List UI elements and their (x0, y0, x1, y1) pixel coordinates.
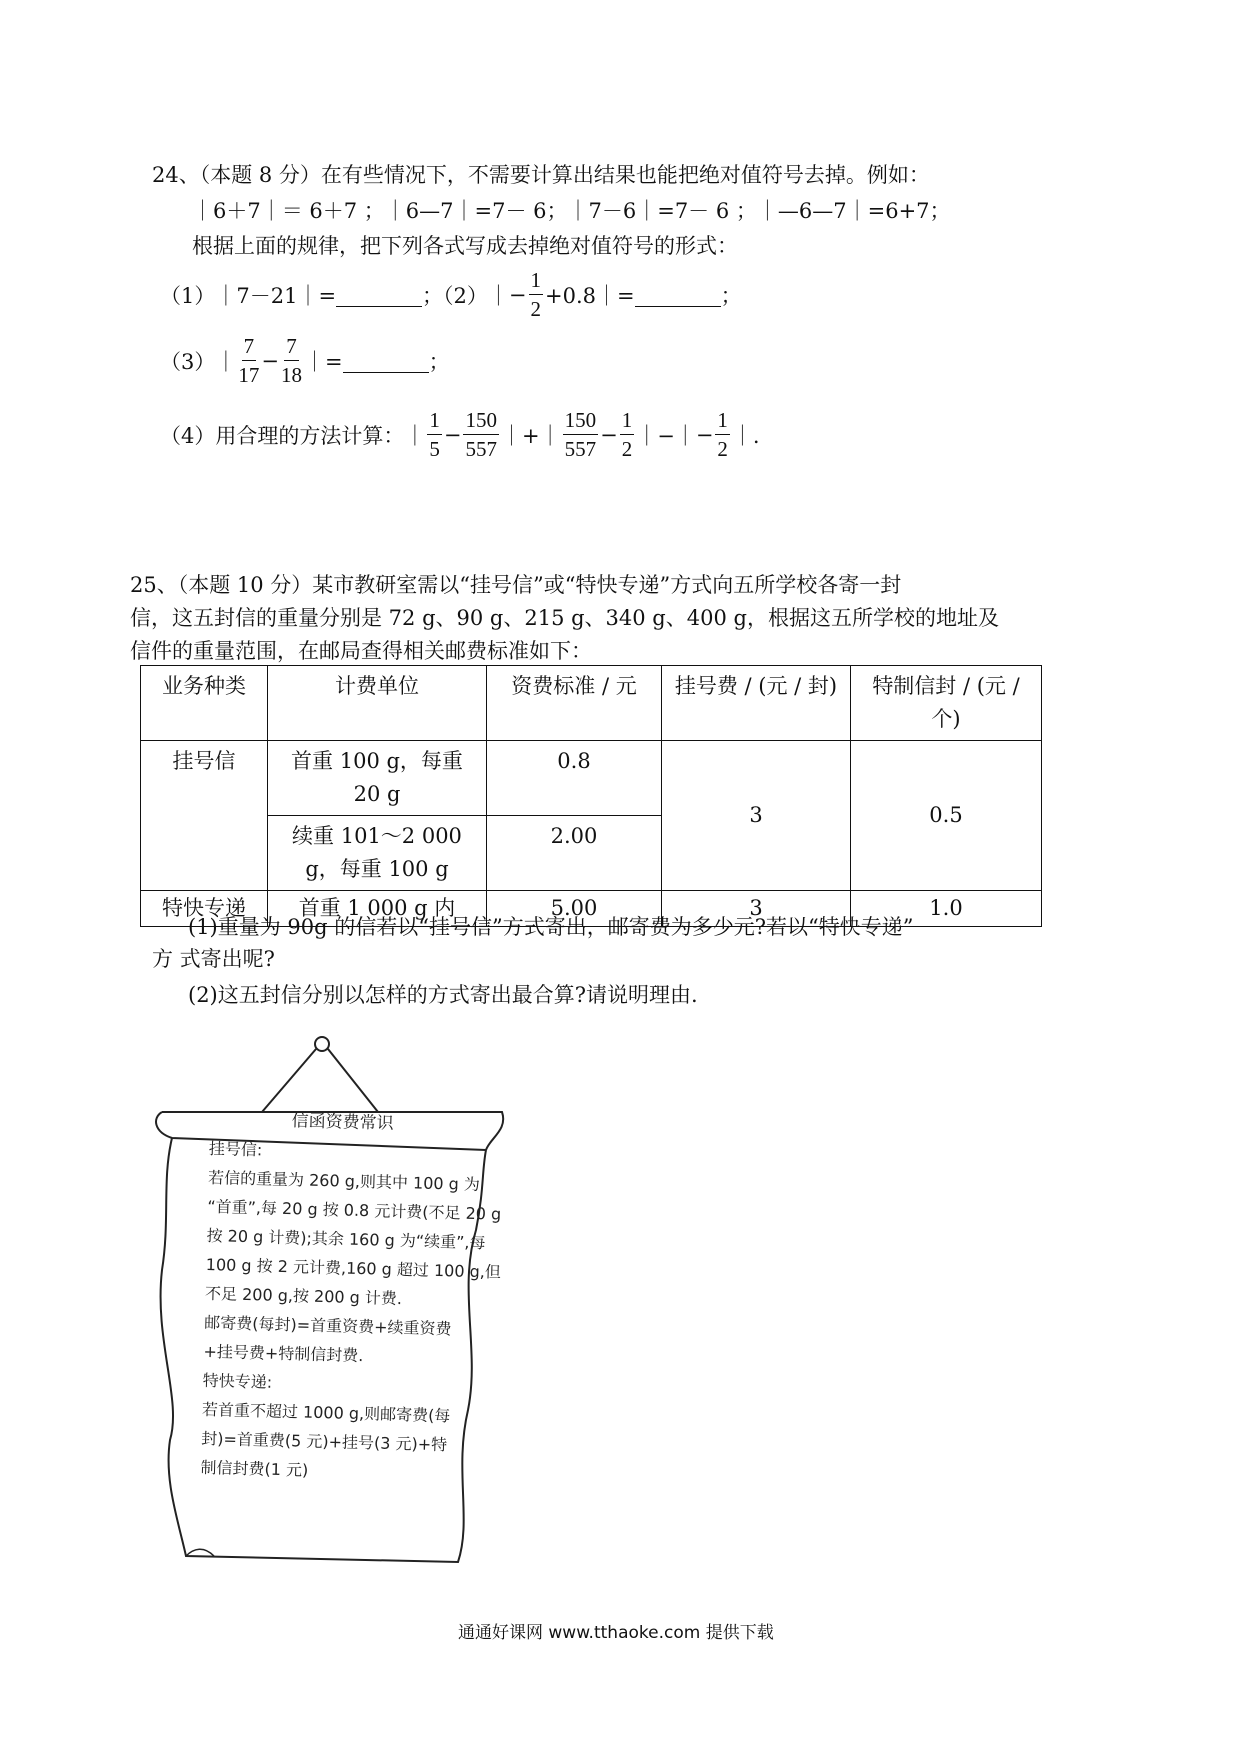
q25-line-1: 25、（本题 10 分）某市教研室需以“挂号信”或“特快专递”方式向五所学校各寄一封 (130, 573, 902, 597)
cell-express-fee: 3 (662, 891, 851, 927)
q25-line-3: 信件的重量范围，在邮局查得相关邮费标准如下： (130, 639, 592, 663)
q24-p4-minus-1: − (443, 423, 462, 447)
scroll-notice-text (200, 1105, 505, 1490)
scroll-line: +挂号费+特制信封费. (203, 1341, 364, 1366)
q24-p3-tail: ｜= (303, 350, 343, 374)
scroll-line: 挂号信: (208, 1138, 263, 1160)
scroll-line: 封)=首重费(5 元)+挂号(3 元)+特 (201, 1428, 448, 1455)
q24-p4-fraction-a (427, 410, 442, 460)
q24-p4-mid-2: ｜−｜ (636, 424, 696, 448)
cell-registered-envelope: 0.5 (851, 741, 1042, 891)
q24-p2-answer-blank[interactable] (635, 284, 721, 307)
cell-express-unit: 首重 1 000 g 内 (268, 891, 487, 927)
q24-p1-sep: ；（2）｜ (422, 284, 509, 308)
scroll-line: 若首重不超过 1000 g,则邮寄费(每 (201, 1399, 451, 1426)
fraction-numerator: 1 (529, 270, 544, 295)
fraction-numerator: 7 (242, 336, 257, 361)
header-service-type: 业务种类 (141, 666, 268, 741)
fraction-numerator: 1 (427, 410, 442, 435)
fraction-denominator: 557 (564, 437, 597, 461)
cell-express-type: 特快专递 (141, 891, 268, 927)
header-rate: 资费标准 / 元 (487, 666, 662, 741)
fraction-denominator: 557 (465, 437, 497, 461)
q24-p2-tail: +0.8｜= (545, 284, 635, 308)
header-billing-unit: 计费单位 (268, 666, 487, 741)
q24-p4-fraction-d (620, 410, 635, 460)
fraction-numerator: 150 (563, 410, 599, 435)
q24-p4-end: ｜. (731, 424, 760, 448)
q24-p3-answer-blank[interactable] (343, 350, 429, 373)
q24-p4-fraction-b (463, 410, 499, 460)
scroll-line: 邮寄费(每封)=首重资费+续重资费 (204, 1312, 452, 1339)
q24-p2-minus: − (508, 283, 527, 307)
fraction-numerator: 7 (284, 336, 299, 361)
fraction-numerator: 1 (620, 410, 635, 435)
fraction-denominator: 2 (530, 297, 542, 321)
header-special-envelope: 特制信封 / (元 / 个) (851, 666, 1042, 741)
q24-p3-minus: − (261, 349, 279, 373)
scroll-line: 按 20 g 计费);其余 160 g 为“续重”,每 (206, 1225, 486, 1253)
cell-registered-unit-continued: 续重 101～2 000 g，每重 100 g (268, 816, 487, 891)
q24-p4-fraction-e (715, 410, 730, 460)
scroll-line: 制信封费(1 元) (200, 1457, 309, 1480)
cell-express-envelope: 1.0 (851, 891, 1042, 927)
table-row (141, 741, 1042, 816)
q24-part4 (160, 410, 760, 460)
q24-part3 (160, 336, 450, 386)
q24-p3-fraction-a (238, 336, 259, 386)
q24-p4-minus-2: − (600, 423, 618, 447)
q24-p2-fraction (529, 270, 544, 320)
q24-p2-end: ； (720, 284, 742, 308)
scroll-line: 若信的重量为 260 g,则其中 100 g 为 (207, 1167, 481, 1195)
scroll-line: 特快专递: (202, 1370, 273, 1392)
q24-p4-label: （4）用合理的方法计算：｜ (160, 424, 426, 448)
footer-source-credit: 通通好课网 www.tthaoke.com 提供下载 (458, 1623, 774, 1643)
fraction-denominator: 2 (717, 437, 728, 461)
q24-p3-label: （3）｜ (160, 350, 237, 374)
fraction-numerator: 150 (463, 410, 499, 435)
q24-p1-label: （1）｜7－21｜= (160, 284, 337, 308)
scroll-line: 100 g 按 2 元计费,160 g 超过 100 g,但 (205, 1254, 502, 1282)
fraction-denominator: 2 (621, 437, 633, 461)
q24-p3-end: ； (428, 350, 450, 374)
q24-p4-minus-3: − (695, 423, 714, 447)
q25-line-2: 信，这五封信的重量分别是 72 g、90 g、215 g、340 g、400 g，根据这五所学校的地址及 (130, 606, 999, 630)
cell-registered-rate-continued: 2.00 (487, 816, 662, 891)
q24-part1-part2 (160, 270, 742, 320)
scroll-line: “首重”,每 20 g 按 0.8 元计费(不足 20 g (207, 1196, 502, 1224)
q24-p4-mid-1: ｜+｜ (500, 424, 561, 448)
q24-p4-fraction-c (563, 410, 599, 460)
cell-registered-rate-first: 0.8 (487, 741, 662, 816)
q25-subquestion-1b: 方 式寄出呢? (152, 947, 275, 971)
fraction-denominator: 5 (429, 437, 440, 461)
cell-registered-fee: 3 (662, 741, 851, 891)
q25-subquestion-2: (2)这五封信分别以怎样的方式寄出最合算?请说明理由. (188, 983, 698, 1007)
q25-subquestion-1a: (1)重量为 90g 的信若以“挂号信”方式寄出，邮寄费为多少元?若以“特快专递” (188, 915, 914, 939)
fraction-denominator: 18 (280, 363, 302, 387)
q24-example: ｜6＋7｜＝ 6＋7 ；｜6—7｜=7－ 6；｜7－6｜=7－ 6 ；｜—6—7｜=6+7； (192, 199, 951, 223)
q24-instruction: 根据上面的规律，把下列各式写成去掉绝对值符号的形式： (192, 234, 738, 258)
fraction-denominator: 17 (238, 363, 260, 387)
q24-header: 24、（本题 8 分）在有些情况下，不需要计算出结果也能把绝对值符号去掉。例如： (152, 163, 930, 187)
fraction-numerator: 1 (715, 410, 730, 435)
scroll-title: 信函资费常识 (291, 1111, 394, 1134)
cell-express-rate: 5.00 (487, 891, 662, 927)
q24-p3-fraction-b (281, 336, 302, 386)
postage-fee-table (140, 665, 1042, 927)
cell-registered-unit-first: 首重 100 g，每重 20 g (268, 741, 487, 816)
header-registration-fee: 挂号费 / (元 / 封) (662, 666, 851, 741)
cell-registered-type: 挂号信 (141, 741, 268, 891)
q24-p1-answer-blank[interactable] (336, 284, 422, 307)
scroll-line: 不足 200 g,按 200 g 计费. (204, 1283, 403, 1309)
table-header-row (141, 666, 1042, 741)
